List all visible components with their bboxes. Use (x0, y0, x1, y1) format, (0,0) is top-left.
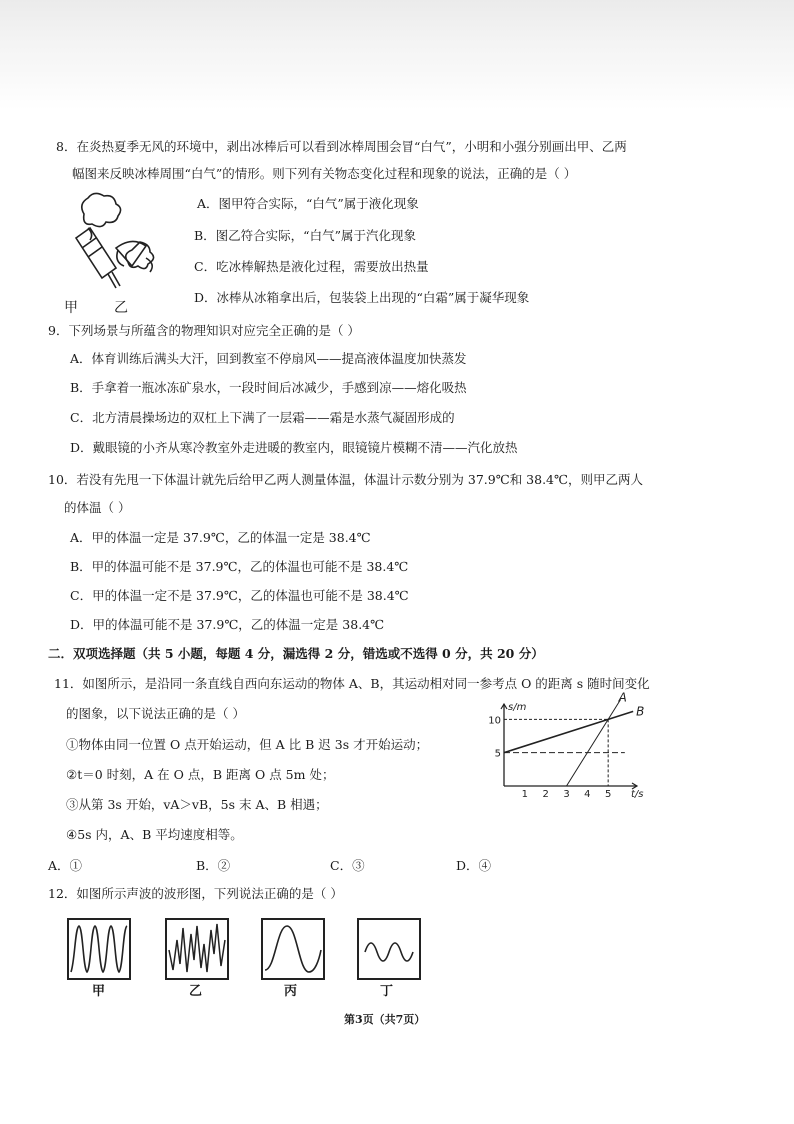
q10-stem-line1: 10．若没有先甩一下体温计就先后给甲乙两人测量体温，体温计示数分别为 37.9℃和 38.4℃，则甲乙两人 (48, 472, 643, 487)
wave-label-bing: 丙 (284, 984, 298, 999)
x-tick-label: 2 (542, 789, 549, 800)
q11-statement-4: ④5s 内，A、B 平均速度相等。 (66, 827, 243, 842)
x-axis-label: t/s (631, 789, 644, 800)
y-tick-label: 5 (494, 748, 501, 760)
wave-bing (261, 918, 325, 980)
x-tick-label: 1 (521, 789, 529, 800)
q12-stem: 12．如图所示声波的波形图，下列说法正确的是（ ） (48, 886, 343, 901)
wave-yi (165, 918, 229, 980)
q11-statement-1: ①物体由同一位置 O 点开始运动，但 A 比 B 迟 3s 才开始运动； (66, 737, 429, 752)
q10-option-c: C．甲的体温一定不是 37.9℃，乙的体温也可能不是 38.4℃ (70, 588, 409, 603)
q8-option-b: B．图乙符合实际，“白气”属于汽化现象 (194, 228, 416, 243)
wave-jia (67, 918, 131, 980)
q8-option-a: A．图甲符合实际，“白气”属于液化现象 (197, 196, 419, 211)
section-2-title: 二．双项选择题（共 5 小题，每题 4 分，漏选得 2 分，错选或不选得 0 分，共 20 分） (48, 646, 544, 661)
q9-option-d: D．戴眼镜的小齐从寒冷教室外走进暖的教室内，眼镜镜片模糊不清——汽化放热 (70, 440, 518, 455)
q9-option-a: A．体育训练后满头大汗，回到教室不停扇风——提高液体温度加快蒸发 (70, 351, 467, 366)
y-tick-label: 10 (488, 715, 501, 727)
scan-shadow (0, 0, 794, 110)
q11-choice-c: C．③ (330, 858, 365, 873)
q8-option-c: C．吃冰棒解热是液化过程，需要放出热量 (194, 259, 429, 274)
series-label-B: B (636, 704, 645, 719)
q8-option-d: D．冰棒从冰箱拿出后，包装袋上出现的“白霜”属于凝华现象 (194, 290, 530, 305)
q11-statement-3: ③从第 3s 开始，vA＞vB，5s 末 A、B 相遇； (66, 797, 328, 812)
wave-label-ding: 丁 (380, 984, 394, 999)
q8-label-jia: 甲 (64, 300, 78, 316)
q9-option-c: C．北方清晨操场边的双杠上下满了一层霜——霜是水蒸气凝固形成的 (70, 410, 455, 425)
wave-label-yi: 乙 (189, 984, 203, 999)
q11-stem-line1: 11．如图所示，是沿同一条直线自西向东运动的物体 A、B，其运动相对同一参考点 O 的距离 s 随时间变化 (54, 676, 650, 691)
wave-label-jia: 甲 (92, 984, 106, 999)
q11-choice-a: A．① (48, 858, 83, 873)
q11-choice-b: B．② (196, 858, 231, 873)
series-line-B (504, 711, 633, 752)
x-tick-label: 3 (563, 789, 570, 800)
q11-statement-2: ②t＝0 时刻，A 在 O 点，B 距离 O 点 5m 处； (66, 767, 335, 782)
q8-stem-line2: 幅图来反映冰棒周围“白气”的情形。则下列有关物态变化过程和现象的说法，正确的是（ ） (72, 166, 577, 181)
q10-stem-line2: 的体温（ ） (64, 500, 131, 515)
q11-stem-line2: 的图象，以下说法正确的是（ ） (66, 706, 245, 721)
series-line-A (567, 699, 621, 786)
q11-st-graph (488, 690, 648, 800)
series-label-A: A (618, 690, 627, 705)
q8-label-yi: 乙 (114, 300, 128, 316)
wave-ding (357, 918, 421, 980)
y-axis-label: s/m (508, 702, 527, 713)
q11-choice-d: D．④ (456, 858, 492, 873)
q9-stem: 9．下列场景与所蕴含的物理知识对应完全正确的是（ ） (48, 323, 360, 338)
q10-option-b: B．甲的体温可能不是 37.9℃，乙的体温也可能不是 38.4℃ (70, 559, 409, 574)
q10-option-a: A．甲的体温一定是 37.9℃，乙的体温一定是 38.4℃ (70, 530, 371, 545)
x-tick-label: 5 (604, 789, 612, 800)
x-tick-label: 4 (584, 789, 591, 800)
page-number: 第3页（共7页） (344, 1013, 426, 1026)
q8-ice-pop-figure (58, 188, 186, 318)
q8-stem-line1: 8．在炎热夏季无风的环境中，剥出冰棒后可以看到冰棒周围会冒“白气”，小明和小强分别画出甲、乙两 (56, 139, 627, 154)
q9-option-b: B．手拿着一瓶冰冻矿泉水，一段时间后冰减少，手感到凉——熔化吸热 (70, 380, 467, 395)
q10-option-d: D．甲的体温可能不是 37.9℃，乙的体温一定是 38.4℃ (70, 617, 385, 632)
